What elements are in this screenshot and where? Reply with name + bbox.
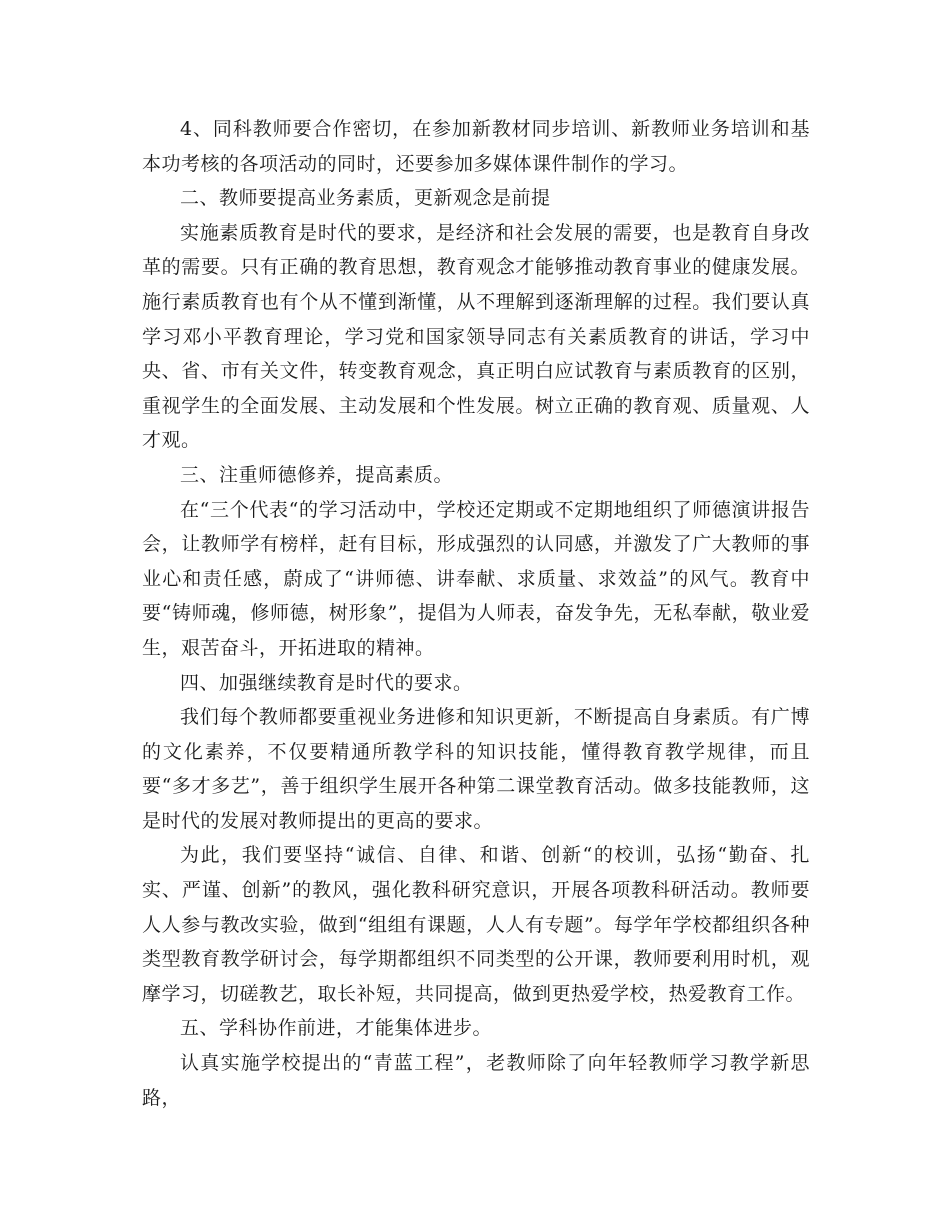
section-heading-5: 五、学科协作前进，才能集体进步。 <box>180 1017 493 1040</box>
document-body <box>142 112 810 1115</box>
paragraph-item-4: 4、同科教师要合作密切，在参加新教材同步培训、新教师业务培训和基本功考核的各项活动的同时，还要参加多媒体课件制作的学习。 <box>142 118 810 175</box>
paragraph-school-motto: 为此，我们要坚持“诚信、自律、和谐、创新“的校训，弘扬“勤奋、扎实、严谨、创新”的教风，强化教科研究意识，开展各项教科研活动。教师要人人参与教改实验，做到“组组有课题，人人有专题”。每学年学校都组织各种类型教育教学研讨会，每学期都组织不同类型的公开课，教师要利用时机，观摩学习，切磋教艺，取长补短，共同提高，做到更热爱学校，热爱教育工作。 <box>142 844 810 1005</box>
section-heading-2: 二、教师要提高业务素质，更新观念是前提 <box>180 187 551 210</box>
paragraph-qinglan-project: 认真实施学校提出的“青蓝工程”，老教师除了向年轻教师学习教学新思路， <box>142 1052 810 1109</box>
paragraph-quality-education: 实施素质教育是时代的要求，是经济和社会发展的需要，也是教育自身改革的需要。只有正确的教育思想，教育观念才能够推动教育事业的健康发展。施行素质教育也有个从不懂到渐懂，从不理解到逐渐理解的过程。我们要认真学习邓小平教育理论，学习党和国家领导同志有关素质教育的讲话，学习中央、省、市有关文件，转变教育观念，真正明白应试教育与素质教育的区别，重视学生的全面发展、主动发展和个性发展。树立正确的教育观、质量观、人才观。 <box>142 221 810 452</box>
paragraph-teacher-ethics: 在“三个代表“的学习活动中，学校还定期或不定期地组织了师德演讲报告会，让教师学有榜样，赶有目标，形成强烈的认同感，并激发了广大教师的事业心和责任感，蔚成了“讲师德、讲奉献、求质量、求效益”的风气。教育中要“铸师魂，修师德，树形象”，提倡为人师表，奋发争先，无私奉献，敬业爱生，艰苦奋斗，开拓进取的精神。 <box>142 498 810 659</box>
section-heading-3: 三、注重师德修养，提高素质。 <box>180 463 454 486</box>
paragraph-continuing-education: 我们每个教师都要重视业务进修和知识更新，不断提高自身素质。有广博的文化素养，不仅要精通所教学科的知识技能，懂得教育教学规律，而且要“多才多艺”，善于组织学生展开各种第二课堂教育活动。做多技能教师，这是时代的发展对教师提出的更高的要求。 <box>142 706 810 832</box>
section-heading-4: 四、加强继续教育是时代的要求。 <box>180 671 473 694</box>
